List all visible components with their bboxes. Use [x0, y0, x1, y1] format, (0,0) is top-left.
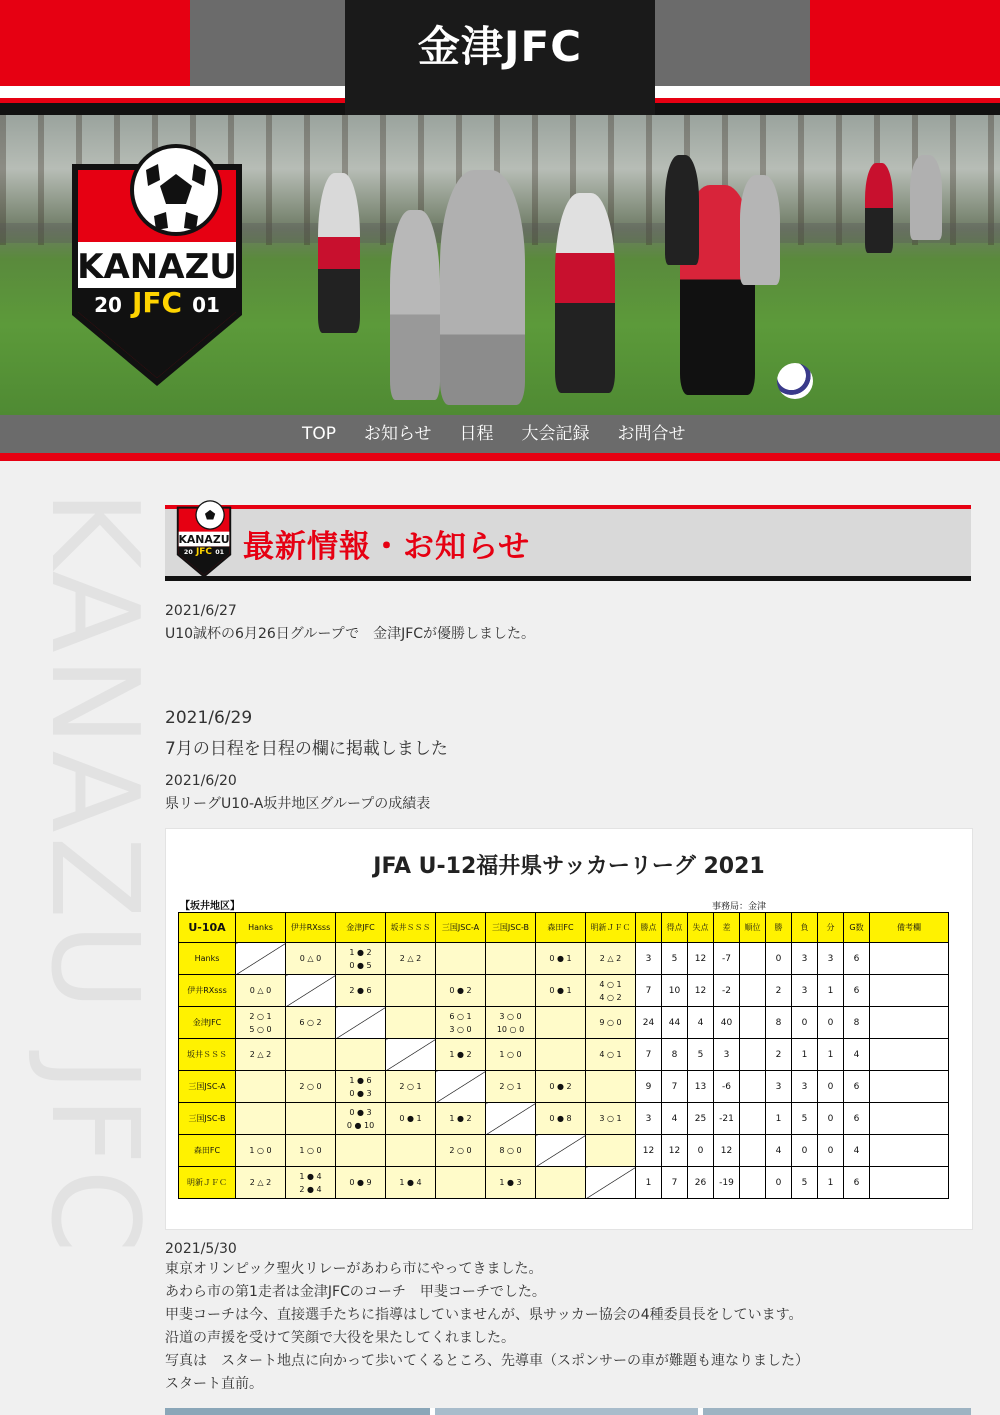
table-stat-cell — [740, 1103, 766, 1135]
result-score: 0 ● 8 — [549, 1114, 572, 1123]
news-post — [165, 603, 535, 643]
post-date: 2021/6/27 — [165, 603, 237, 619]
table-stat-cell — [740, 1167, 766, 1199]
nav-item-contact[interactable]: お問合せ — [617, 424, 686, 444]
table-stat-cell — [870, 1103, 949, 1135]
table-result-cell — [236, 1071, 286, 1103]
news-post — [165, 708, 448, 759]
table-stat-cell: 5 — [688, 1039, 714, 1071]
post-date: 2021/6/29 — [165, 708, 253, 728]
table-stat-cell: 1 — [818, 1167, 844, 1199]
table-result-cell — [486, 1167, 536, 1199]
logo-year-left: 20 — [94, 293, 122, 317]
soccer-ball — [777, 363, 813, 399]
table-stat-cell: 4 — [688, 1007, 714, 1039]
table-col-header: Hanks — [236, 913, 286, 943]
header-red-panel-right — [810, 0, 1000, 86]
table-result-cell — [436, 943, 486, 975]
news-section-header — [165, 505, 971, 581]
league-table-image[interactable] — [165, 828, 973, 1230]
result-score: 4 ○ 1 — [599, 979, 622, 989]
table-stat-cell: 10 — [662, 975, 688, 1007]
table-stat-cell: 5 — [662, 943, 688, 975]
table-result-cell — [436, 1103, 486, 1135]
table-result-cell — [536, 975, 586, 1007]
table-stat-cell — [870, 1167, 949, 1199]
table-stat-cell — [740, 1135, 766, 1167]
table-row-header: 三国JSC-A — [179, 1071, 236, 1103]
table-row — [179, 1039, 949, 1071]
kanazu-jfc-logo[interactable] — [68, 140, 246, 390]
post-date: 2021/6/20 — [165, 773, 237, 789]
result-score: 0 ● 2 — [549, 1082, 572, 1091]
result-score: 10 ○ 0 — [496, 1024, 525, 1034]
table-stat-cell — [870, 1071, 949, 1103]
player-figure — [318, 173, 360, 333]
result-score: 0 △ 0 — [249, 986, 272, 995]
section-logo-text-top: KANAZU — [178, 533, 230, 547]
table-row-header: Hanks — [179, 943, 236, 975]
table-stat-header: 失点 — [688, 913, 714, 943]
table-result-cell — [586, 1039, 636, 1071]
table-result-cell — [486, 1007, 536, 1039]
nav-item-top[interactable]: TOP — [302, 424, 337, 444]
table-result-cell — [286, 1007, 336, 1039]
table-stat-cell: 2 — [766, 1039, 792, 1071]
result-score: 0 ● 2 — [449, 986, 472, 995]
table-stat-cell: 4 — [662, 1103, 688, 1135]
result-score: 3 ○ 1 — [599, 1114, 622, 1123]
table-stat-header: 得点 — [662, 913, 688, 943]
table-stat-cell: 6 — [844, 943, 870, 975]
post-line: スタート直前。 — [165, 1376, 263, 1392]
table-stat-cell: 3 — [636, 1103, 662, 1135]
table-result-cell — [436, 1039, 486, 1071]
table-stat-cell: 3 — [792, 975, 818, 1007]
table-stat-cell — [740, 1071, 766, 1103]
table-stat-cell: -7 — [714, 943, 740, 975]
table-result-cell — [536, 1071, 586, 1103]
table-result-cell — [336, 1167, 386, 1199]
table-stat-cell: 12 — [662, 1135, 688, 1167]
result-score: 3 ○ 0 — [449, 1024, 472, 1034]
table-stat-cell: 7 — [662, 1071, 688, 1103]
result-score: 1 ○ 0 — [249, 1146, 272, 1155]
nav-item-schedule[interactable]: 日程 — [459, 424, 494, 444]
table-row-header: 三国JSC-B — [179, 1103, 236, 1135]
post-line: 東京オリンピック聖火リレーがあわら市にやってきました。 — [165, 1261, 543, 1277]
table-stat-cell: 26 — [688, 1167, 714, 1199]
section-logo-icon — [173, 499, 235, 579]
table-row — [179, 1007, 949, 1039]
table-stat-cell — [870, 1007, 949, 1039]
table-result-cell — [286, 1167, 336, 1199]
section-logo-year-right: 01 — [215, 548, 225, 557]
result-score: 2 △ 2 — [249, 1178, 272, 1187]
table-row-header: 森田FC — [179, 1135, 236, 1167]
table-stat-cell: 0 — [818, 1103, 844, 1135]
result-score: 1 ○ 0 — [299, 1146, 322, 1155]
result-score: 4 ○ 2 — [599, 992, 622, 1002]
table-stat-cell: 12 — [636, 1135, 662, 1167]
table-result-cell — [236, 1167, 286, 1199]
table-stat-cell: 25 — [688, 1103, 714, 1135]
post-line: 沿道の声援を受けて笑顔で大役を果たしてくれました。 — [165, 1330, 515, 1346]
table-result-cell — [436, 1007, 486, 1039]
section-bottom-border — [165, 576, 971, 581]
table-stat-cell: 0 — [766, 1167, 792, 1199]
player-figure — [910, 155, 942, 240]
player-figure — [390, 210, 440, 400]
table-col-header: 三国JSC-B — [486, 913, 536, 943]
table-stat-cell: -2 — [714, 975, 740, 1007]
result-score: 0 ● 3 — [349, 1088, 372, 1098]
table-stat-cell: 0 — [792, 1007, 818, 1039]
table-result-cell — [486, 975, 536, 1007]
table-row — [179, 1135, 949, 1167]
table-result-cell — [536, 1007, 586, 1039]
result-score: 0 △ 0 — [299, 954, 322, 963]
league-table-area: 【坂井地区】 — [180, 901, 240, 912]
nav-red-border — [0, 453, 1000, 461]
table-result-cell — [586, 1071, 636, 1103]
table-stat-cell: 6 — [844, 1103, 870, 1135]
table-col-header: 明新ＪＦＣ — [586, 913, 636, 943]
result-score: 2 ○ 1 — [399, 1082, 422, 1091]
table-stat-cell: -6 — [714, 1071, 740, 1103]
table-stat-cell: 0 — [818, 1071, 844, 1103]
table-stat-cell: 0 — [688, 1135, 714, 1167]
news-post — [165, 773, 430, 813]
table-result-cell — [436, 1135, 486, 1167]
table-result-cell — [236, 1103, 286, 1135]
league-table — [178, 912, 949, 1199]
post-line: あわら市の第1走者は金津JFCのコーチ 甲斐コーチでした。 — [165, 1284, 546, 1300]
table-stat-cell: 6 — [844, 1071, 870, 1103]
result-score: 9 ○ 0 — [599, 1018, 622, 1027]
table-stat-cell: 3 — [766, 1071, 792, 1103]
table-stat-cell: 6 — [844, 1167, 870, 1199]
result-score: 2 ● 4 — [299, 1184, 322, 1194]
table-result-cell — [386, 1103, 436, 1135]
table-stat-cell: 8 — [766, 1007, 792, 1039]
table-row — [179, 975, 949, 1007]
table-row-header: 明新ＪＦＣ — [179, 1167, 236, 1199]
table-row — [179, 1103, 949, 1135]
table-stat-cell: 3 — [792, 1071, 818, 1103]
table-stat-cell — [740, 975, 766, 1007]
table-row — [179, 943, 949, 975]
result-score: 6 ○ 1 — [449, 1011, 472, 1021]
table-result-cell — [536, 1103, 586, 1135]
section-heading: 最新情報・お知らせ — [243, 529, 531, 565]
logo-middle: JFC — [131, 286, 183, 319]
table-result-cell — [436, 975, 486, 1007]
table-stat-cell: 6 — [844, 975, 870, 1007]
table-result-cell — [386, 1039, 436, 1071]
result-score: 1 ● 3 — [499, 1178, 522, 1187]
table-result-cell — [486, 943, 536, 975]
result-score: 2 △ 2 — [249, 1050, 272, 1059]
table-result-cell — [236, 1007, 286, 1039]
table-stat-cell: 1 — [766, 1103, 792, 1135]
table-result-cell — [286, 1103, 336, 1135]
table-stat-cell — [740, 1039, 766, 1071]
result-score: 0 ● 9 — [349, 1178, 372, 1187]
table-stat-cell: 7 — [636, 975, 662, 1007]
table-result-cell — [386, 975, 436, 1007]
table-result-cell — [486, 1071, 536, 1103]
table-stat-cell — [870, 943, 949, 975]
table-stat-cell: 8 — [844, 1007, 870, 1039]
result-score: 4 ○ 1 — [599, 1050, 622, 1059]
table-result-cell — [336, 1039, 386, 1071]
table-stat-cell — [870, 1135, 949, 1167]
result-score: 2 ○ 1 — [249, 1011, 272, 1021]
table-result-cell — [386, 1071, 436, 1103]
referee-figure — [665, 155, 699, 265]
table-result-cell — [286, 1135, 336, 1167]
logo-year-right: 01 — [192, 293, 220, 317]
table-stat-cell: 24 — [636, 1007, 662, 1039]
table-stat-cell: 4 — [844, 1039, 870, 1071]
result-score: 0 ● 3 — [349, 1107, 372, 1117]
player-figure — [440, 170, 525, 405]
side-watermark — [0, 490, 163, 1415]
table-result-cell — [386, 943, 436, 975]
table-stat-cell: 12 — [714, 1135, 740, 1167]
table-col-header: 金津JFC — [336, 913, 386, 943]
table-result-cell — [586, 1167, 636, 1199]
nav-item-news[interactable]: お知らせ — [364, 424, 432, 444]
table-result-cell — [386, 1135, 436, 1167]
table-stat-cell: 1 — [792, 1039, 818, 1071]
table-stat-cell: 1 — [818, 975, 844, 1007]
table-stat-cell: 7 — [662, 1167, 688, 1199]
result-score: 0 ● 10 — [346, 1120, 375, 1130]
table-result-cell — [586, 1103, 636, 1135]
table-col-header: 坂井ＳＳＳ — [386, 913, 436, 943]
result-score: 1 ● 4 — [299, 1171, 322, 1181]
header-red-panel-left — [0, 0, 190, 86]
table-stat-cell: 3 — [714, 1039, 740, 1071]
result-score: 6 ○ 2 — [299, 1018, 322, 1027]
result-score: 1 ● 2 — [349, 947, 372, 957]
table-result-cell — [236, 1135, 286, 1167]
table-stat-cell: 0 — [766, 943, 792, 975]
table-result-cell — [536, 1039, 586, 1071]
table-result-cell — [236, 1039, 286, 1071]
table-row-header: 金津JFC — [179, 1007, 236, 1039]
table-result-cell — [486, 1103, 536, 1135]
table-stat-cell: 5 — [792, 1103, 818, 1135]
table-row — [179, 1167, 949, 1199]
table-stat-cell — [740, 943, 766, 975]
post-line: 甲斐コーチは今、直接選手たちに指導はしていませんが、県サッカー協会の4種委員長をしています。 — [165, 1307, 803, 1323]
table-result-cell — [586, 975, 636, 1007]
site-title[interactable]: 金津JFC — [417, 22, 583, 71]
result-score: 2 ○ 0 — [299, 1082, 322, 1091]
nav-item-records[interactable]: 大会記録 — [521, 424, 590, 444]
table-row-header: 伊井RXsss — [179, 975, 236, 1007]
table-result-cell — [286, 1071, 336, 1103]
table-stat-cell: 12 — [688, 975, 714, 1007]
table-stat-cell: 40 — [714, 1007, 740, 1039]
result-score: 2 △ 2 — [399, 954, 422, 963]
table-stat-header: 差 — [714, 913, 740, 943]
table-stat-header: 備考欄 — [870, 913, 949, 943]
league-table-title: JFA U-12福井県サッカーリーグ 2021 — [373, 854, 765, 879]
table-result-cell — [336, 1071, 386, 1103]
table-result-cell — [386, 1167, 436, 1199]
table-stat-header: 勝点 — [636, 913, 662, 943]
table-stat-cell — [870, 975, 949, 1007]
table-result-cell — [486, 1039, 536, 1071]
result-score: 2 △ 2 — [599, 954, 622, 963]
main-nav — [0, 415, 1000, 453]
table-result-cell — [336, 1103, 386, 1135]
result-score: 3 ○ 0 — [499, 1011, 522, 1021]
table-stat-header: 分 — [818, 913, 844, 943]
site-header — [0, 0, 1000, 115]
table-stat-cell: 1 — [636, 1167, 662, 1199]
result-score: 0 ● 1 — [399, 1114, 422, 1123]
result-score: 1 ○ 0 — [499, 1050, 522, 1059]
table-result-cell — [536, 1135, 586, 1167]
table-stat-header: 負 — [792, 913, 818, 943]
table-stat-header: 順位 — [740, 913, 766, 943]
result-score: 0 ● 5 — [349, 960, 372, 970]
post-text: 7月の日程を日程の欄に掲載しました — [165, 739, 448, 759]
result-score: 1 ● 2 — [449, 1050, 472, 1059]
table-stat-header: G数 — [844, 913, 870, 943]
player-figure — [740, 175, 780, 285]
table-stat-cell: -19 — [714, 1167, 740, 1199]
result-score: 2 ○ 0 — [449, 1146, 472, 1155]
table-stat-cell: 5 — [792, 1167, 818, 1199]
league-table-office: 事務局：金津 — [712, 902, 767, 912]
post-date: 2021/5/30 — [165, 1241, 237, 1257]
table-stat-cell: 2 — [766, 975, 792, 1007]
table-result-cell — [536, 1167, 586, 1199]
news-post — [165, 1240, 809, 1396]
result-score: 2 ● 6 — [349, 986, 372, 995]
table-result-cell — [236, 943, 286, 975]
post-line: 写真は スタート地点に向かって歩いてくるところ、先導車（スポンサーの車が難題も連なりました） — [165, 1353, 809, 1369]
table-stat-cell: 0 — [818, 1135, 844, 1167]
table-stat-cell — [870, 1039, 949, 1071]
table-result-cell — [286, 1039, 336, 1071]
section-logo-year-left: 20 — [183, 548, 193, 557]
table-stat-cell: 8 — [662, 1039, 688, 1071]
result-score: 0 ● 1 — [549, 986, 572, 995]
player-figure — [555, 193, 615, 393]
table-stat-cell: 3 — [636, 943, 662, 975]
table-result-cell — [486, 1135, 536, 1167]
result-score: 2 ○ 1 — [499, 1082, 522, 1091]
table-stat-cell: 4 — [844, 1135, 870, 1167]
table-col-header: 三国JSC-A — [436, 913, 486, 943]
table-result-cell — [336, 1135, 386, 1167]
table-stat-cell: 44 — [662, 1007, 688, 1039]
table-result-cell — [586, 1135, 636, 1167]
table-result-cell — [436, 1071, 486, 1103]
table-stat-cell: 3 — [818, 943, 844, 975]
player-figure — [865, 163, 893, 253]
table-stat-header: 勝 — [766, 913, 792, 943]
table-result-cell — [286, 943, 336, 975]
result-score: 8 ○ 0 — [499, 1146, 522, 1155]
table-stat-cell: 1 — [818, 1039, 844, 1071]
table-result-cell — [586, 1007, 636, 1039]
logo-text-top: KANAZU — [77, 247, 237, 287]
table-result-cell — [386, 1007, 436, 1039]
post-text: 県リーグU10-A坂井地区グループの成績表 — [165, 796, 431, 812]
table-result-cell — [536, 943, 586, 975]
table-stat-cell: 13 — [688, 1071, 714, 1103]
section-logo-middle: JFC — [195, 547, 213, 558]
table-corner-cell: U-10A — [179, 913, 236, 943]
table-col-header: 森田FC — [536, 913, 586, 943]
table-result-cell — [586, 943, 636, 975]
table-stat-cell: -21 — [714, 1103, 740, 1135]
table-stat-cell: 4 — [766, 1135, 792, 1167]
result-score: 5 ○ 0 — [249, 1024, 272, 1034]
table-result-cell — [436, 1167, 486, 1199]
table-result-cell — [236, 975, 286, 1007]
result-score: 1 ● 6 — [349, 1075, 372, 1085]
result-score: 1 ● 4 — [399, 1178, 422, 1187]
table-stat-cell: 9 — [636, 1071, 662, 1103]
table-stat-cell: 0 — [792, 1135, 818, 1167]
table-result-cell — [336, 1007, 386, 1039]
table-stat-cell: 0 — [818, 1007, 844, 1039]
table-result-cell — [286, 975, 336, 1007]
table-result-cell — [336, 975, 386, 1007]
table-stat-cell: 7 — [636, 1039, 662, 1071]
photo-strip[interactable] — [165, 1408, 971, 1415]
table-col-header: 伊井RXsss — [286, 913, 336, 943]
table-row — [179, 1071, 949, 1103]
table-stat-cell — [740, 1007, 766, 1039]
result-score: 1 ● 2 — [449, 1114, 472, 1123]
table-result-cell — [336, 943, 386, 975]
table-stat-cell: 12 — [688, 943, 714, 975]
table-row-header: 坂井ＳＳＳ — [179, 1039, 236, 1071]
result-score: 0 ● 1 — [549, 954, 572, 963]
post-text: U10誠杯の6月26日グループで 金津JFCが優勝しました。 — [165, 626, 536, 642]
watermark-text: KANAZU JFC — [24, 490, 163, 1257]
table-stat-cell: 3 — [792, 943, 818, 975]
